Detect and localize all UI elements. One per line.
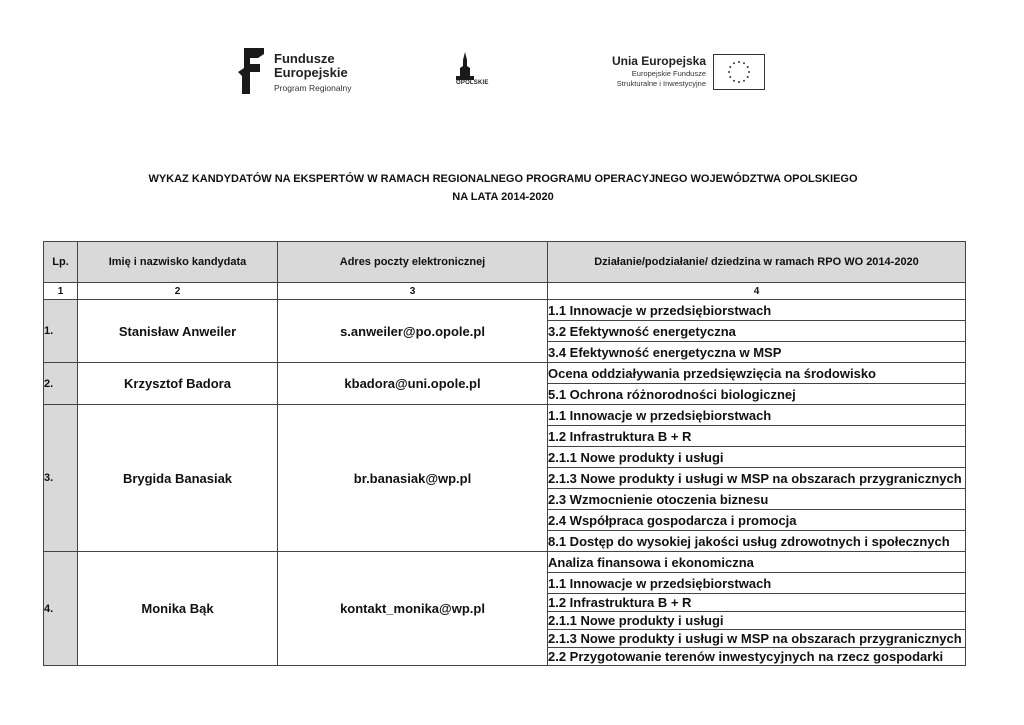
activity-item: Analiza finansowa i ekonomiczna bbox=[548, 552, 966, 573]
activity-item: 1.2 Infrastruktura B + R bbox=[548, 426, 966, 447]
opolskie-tower-icon bbox=[454, 52, 476, 82]
header-email: Adres poczty elektronicznej bbox=[278, 242, 548, 283]
activity-item: 1.1 Innowacje w przedsiębiorstwach bbox=[548, 405, 966, 426]
activity-item: 1.2 Infrastruktura B + R bbox=[548, 594, 966, 612]
column-number: 1 bbox=[44, 283, 78, 300]
logo-bar bbox=[0, 44, 1024, 100]
candidate-email: kbadora@uni.opole.pl bbox=[278, 363, 548, 405]
table-row bbox=[44, 300, 966, 321]
candidate-name: Monika Bąk bbox=[78, 552, 278, 666]
activity-item: 2.4 Współpraca gospodarcza i promocja bbox=[548, 510, 966, 531]
activity-item: 1.1 Innowacje w przedsiębiorstwach bbox=[548, 300, 966, 321]
column-number: 4 bbox=[548, 283, 966, 300]
title-line1: WYKAZ KANDYDATÓW NA EKSPERTÓW W RAMACH REGIONALNEGO PROGRAMU OPERACYJNEGO WOJEWÓDZTWA OPOLSKIEGO bbox=[148, 173, 858, 185]
candidate-name: Krzysztof Badora bbox=[78, 363, 278, 405]
activity-item: 8.1 Dostęp do wysokiej jakości usług zdrowotnych i społecznych bbox=[548, 531, 966, 552]
table-row bbox=[44, 552, 966, 573]
activity-item: Ocena oddziaływania przedsięwzięcia na środowisko bbox=[548, 363, 966, 384]
candidate-email: s.anweiler@po.opole.pl bbox=[278, 300, 548, 363]
activity-item: 2.1.3 Nowe produkty i usługi w MSP na obszarach przygranicznych bbox=[548, 630, 966, 648]
eu-line2: Europejskie Fundusze bbox=[631, 69, 706, 78]
column-number: 2 bbox=[78, 283, 278, 300]
fundusze-europejskie-logo bbox=[238, 46, 368, 98]
eu-flag-icon bbox=[713, 54, 765, 90]
activity-item: 1.1 Innowacje w przedsiębiorstwach bbox=[548, 573, 966, 594]
activity-item: 2.1.1 Nowe produkty i usługi bbox=[548, 447, 966, 468]
document-title bbox=[0, 170, 1006, 206]
row-number: 1. bbox=[44, 300, 78, 363]
eu-logo bbox=[596, 52, 776, 98]
fe-line2: Europejskie bbox=[274, 65, 348, 80]
row-number: 2. bbox=[44, 363, 78, 405]
header-activity: Działanie/podziałanie/ dziedzina w ramach RPO WO 2014-2020 bbox=[548, 242, 966, 283]
fe-line1: Fundusze bbox=[274, 51, 335, 66]
eu-line3: Strukturalne i Inwestycyjne bbox=[616, 79, 706, 88]
opolskie-logo bbox=[444, 52, 514, 98]
candidate-email: br.banasiak@wp.pl bbox=[278, 405, 548, 552]
candidate-name: Brygida Banasiak bbox=[78, 405, 278, 552]
activity-item: 2.1.1 Nowe produkty i usługi bbox=[548, 612, 966, 630]
activity-item: 2.2 Przygotowanie terenów inwestycyjnych na rzecz gospodarki bbox=[548, 648, 966, 666]
fe-line3: Program Regionalny bbox=[274, 83, 352, 93]
header-row bbox=[44, 242, 966, 283]
table-row bbox=[44, 363, 966, 384]
column-number-row bbox=[44, 283, 966, 300]
title-line2: NA LATA 2014-2020 bbox=[452, 191, 554, 203]
experts-table bbox=[43, 241, 966, 666]
activity-item: 3.2 Efektywność energetyczna bbox=[548, 321, 966, 342]
activity-item: 3.4 Efektywność energetyczna w MSP bbox=[548, 342, 966, 363]
opolskie-text: OPOLSKIE bbox=[456, 80, 489, 86]
table-row bbox=[44, 405, 966, 426]
row-number: 4. bbox=[44, 552, 78, 666]
eu-title: Unia Europejska bbox=[611, 54, 706, 68]
header-lp: Lp. bbox=[44, 242, 78, 283]
candidate-email: kontakt_monika@wp.pl bbox=[278, 552, 548, 666]
fundusze-europejskie-mark-icon bbox=[238, 46, 264, 96]
column-number: 3 bbox=[278, 283, 548, 300]
candidate-name: Stanisław Anweiler bbox=[78, 300, 278, 363]
activity-item: 2.3 Wzmocnienie otoczenia biznesu bbox=[548, 489, 966, 510]
header-name: Imię i nazwisko kandydata bbox=[78, 242, 278, 283]
activity-item: 5.1 Ochrona różnorodności biologicznej bbox=[548, 384, 966, 405]
row-number: 3. bbox=[44, 405, 78, 552]
activity-item: 2.1.3 Nowe produkty i usługi w MSP na obszarach przygranicznych bbox=[548, 468, 966, 489]
